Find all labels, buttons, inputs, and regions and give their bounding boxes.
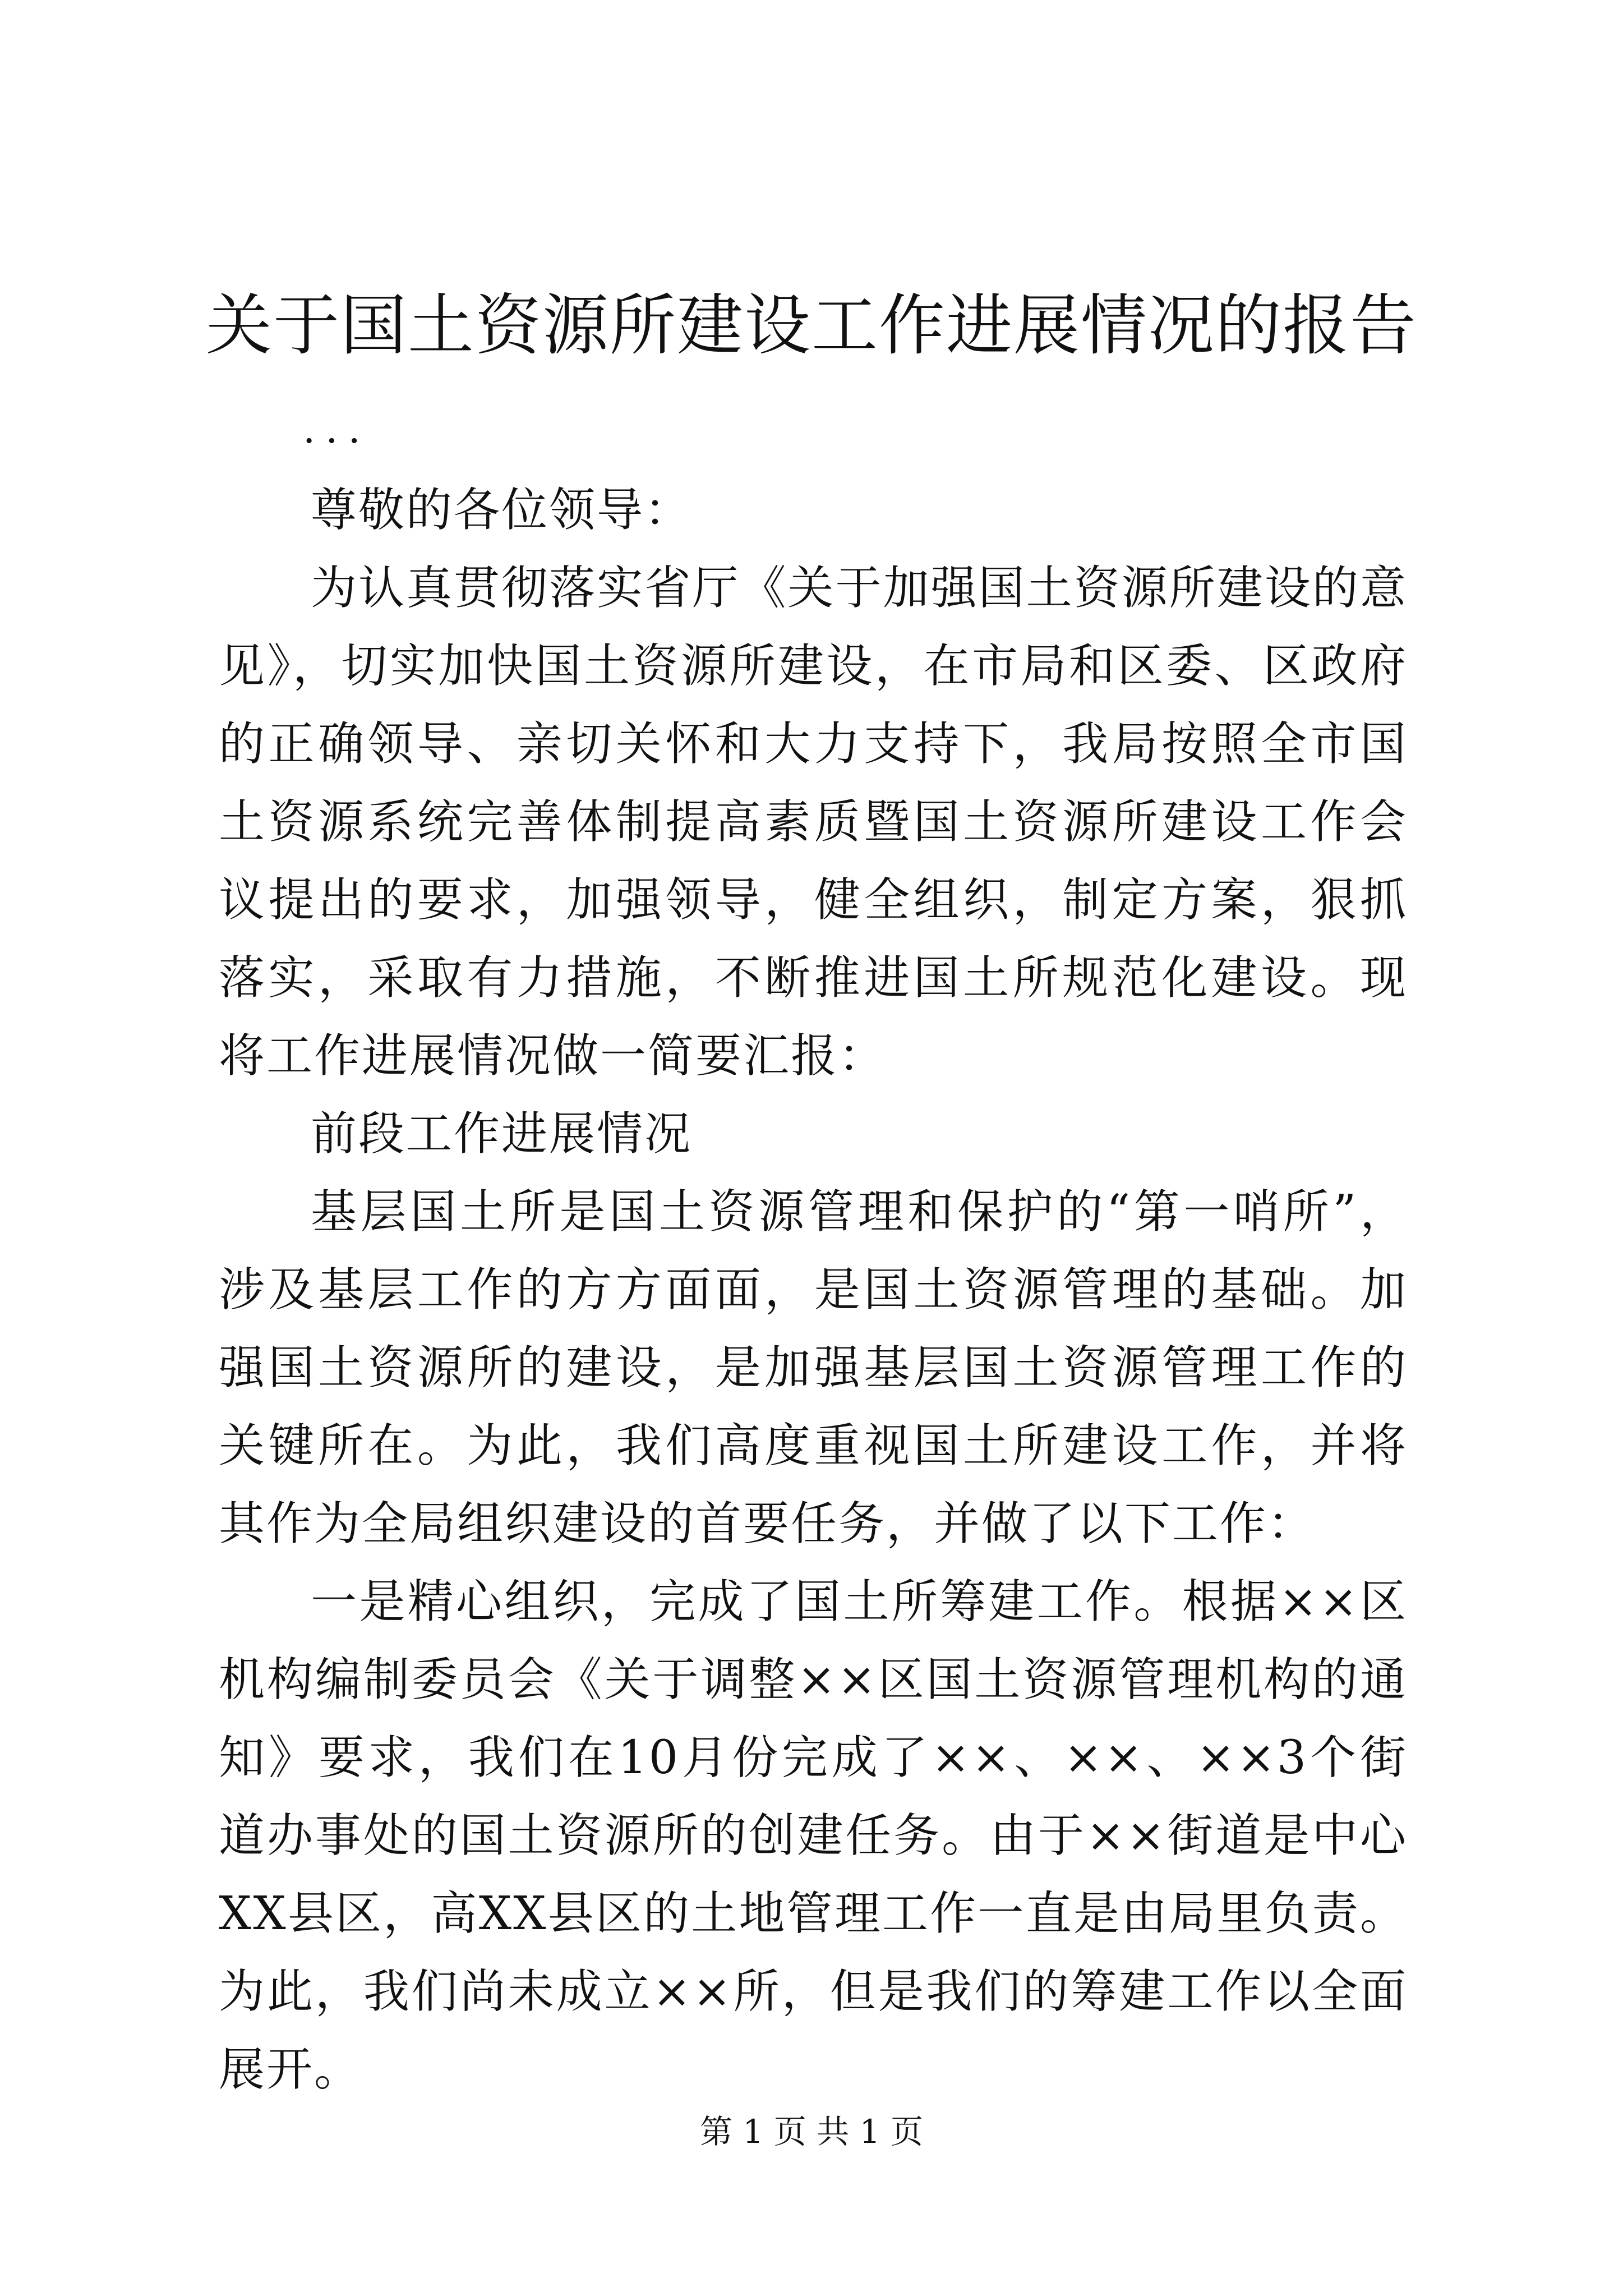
intro-paragraph: 为认真贯彻落实省厅《关于加强国土资源所建设的意见》，切实加快国土资源所建设，在市局和区委、区政府的正确领导、亲切关怀和大力支持下，我局按照全市国土资源系统完善体制提高素质暨国土资源所建设工作会议提出的要求，加强领导，健全组织，制定方案，狠抓落实，采取有力措施，不断推进国土所规范化建设。现将工作进展情况做一简要汇报： [219, 562, 1408, 1083]
work-item-paragraph: 一是精心组织，完成了国土所筹建工作。根据××区机构编制委员会《关于调整××区国土资源管理机构的通知》要求，我们在10月份完成了××、××、××3个街道办事处的国土资源所的创建任务。由于××街道是中心XX县区，高XX县区的土地管理工作一直是由局里负责。为此，我们尚未成立××所，但是我们的筹建工作以全面展开。 [219, 1575, 1408, 2096]
page-number-footer: 第 1 页 共 1 页 [700, 2113, 923, 2151]
salutation: 尊敬的各位领导： [311, 484, 693, 537]
document-body [219, 471, 1408, 2109]
section-heading: 前段工作进展情况 [311, 1107, 693, 1161]
background-paragraph: 基层国土所是国土资源管理和保护的“第一哨所”，涉及基层工作的方方面面，是国土资源管理的基础。加强国土资源所的建设，是加强基层国土资源管理工作的关键所在。为此，我们高度重视国土所建设工作，并将其作为全局组织建设的首要任务，并做了以下工作： [219, 1185, 1408, 1550]
document-title: 关于国土资源所建设工作进展情况的报告 [205, 287, 1417, 364]
ellipsis-mark: ... [303, 406, 371, 452]
